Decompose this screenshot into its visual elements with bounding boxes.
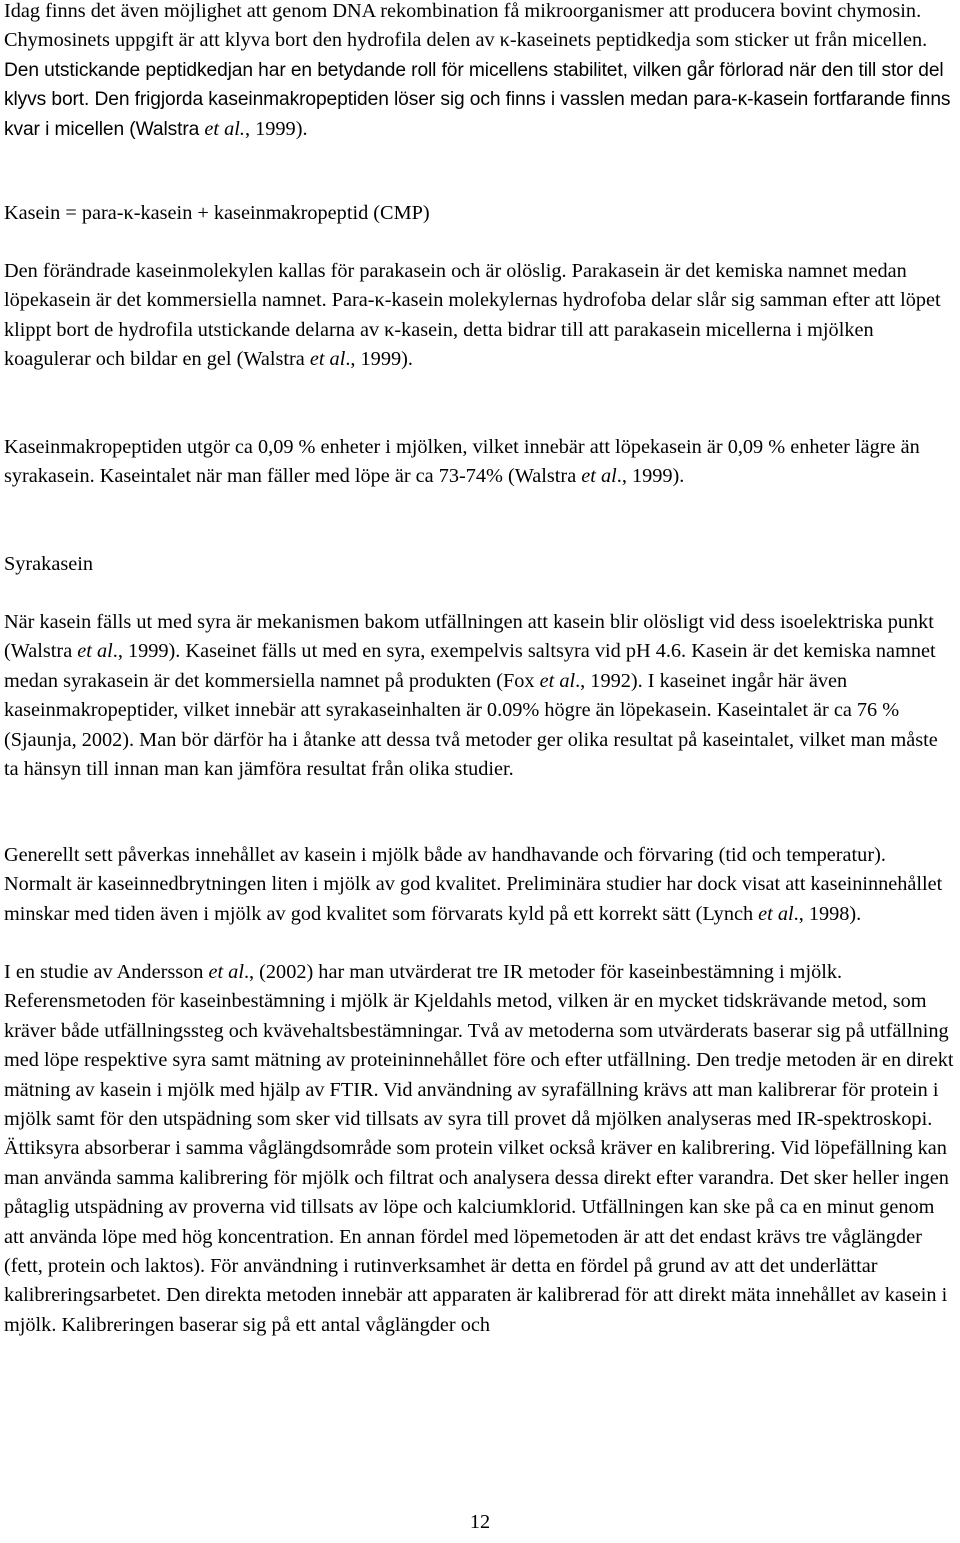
paragraph-text: Kaseinmakropeptiden utgör ca 0,09 % enheter i mjölken, vilket innebär att löpekasein är 0,09 % enheter lägre än syrakasein. Kaseintalet när man fäller med löpe är ca 73-74% (Walstra <box>4 436 920 488</box>
citation-et-al: et al <box>208 961 244 983</box>
paragraph-text: ., 1998). <box>793 902 862 925</box>
paragraph-ir-methods <box>4 958 956 1340</box>
paragraph-text: När kasein fälls ut med syra är mekanismen bakom utfällningen att kasein blir olösligt vid dess isoelektriska punkt (Walstra <box>4 611 934 663</box>
paragraph-text: Generellt sett påverkas innehållet av kasein i mjölk både av handhavande och förvaring (tid och temperatur). Normalt är kaseinnedbrytningen liten i mjölk av god kvalitet. Preliminära studier har dock visat att kaseininnehållet minskar med tiden även i mjölk av god kvalitet som förvarats kyld på ett korrekt sätt (Lynch <box>4 844 943 925</box>
paragraph-storage <box>4 841 956 929</box>
citation-et-al: et al <box>309 348 346 371</box>
citation-et-al: et al <box>539 669 576 692</box>
paragraph-text: , 1999). <box>244 117 308 140</box>
equation-line: Kasein = para-κ-kasein + kaseinmakropeptid (CMP) <box>4 202 430 224</box>
paragraph-text: ., 1992). I kaseinet ingår här även kaseinmakropeptider, vilket innebär att syrakaseinhalten är 0.09% högre än löpekasein. Kaseintalet är ca 76 % (Sjaunja, 2002). Man bör därför ha i åtanke att dessa två metoder ger olika resultat på kaseintalet, vilket man måste ta hänsyn till innan man kan jämföra resultat från olika studier. <box>4 669 938 781</box>
paragraph-text-sans: Den utstickande peptidkedjan har en betydande roll för micellens stabilitet, vilken går förlorad när den till stor del klyvs bort. Den frigjorda kaseinmakropeptiden löser sig och finns i vasslen medan para-κ-kasein fortfarande finns kvar i micellen (Walstra <box>4 59 951 140</box>
paragraph-parakasein <box>4 257 956 375</box>
paragraph-text: Den förändrade kaseinmolekylen kallas för parakasein och är olöslig. Parakasein är det kemiska namnet medan löpekasein är det kommersiella namnet. Para-κ-kasein molekylernas hydrofoba delar slår sig samman efter att löpet klippt bort de hydrofila utstickande delarna av κ-kasein, detta bidrar till att parakasein micellerna i mjölken koagulerar och bildar en gel (Walstra <box>4 260 941 371</box>
paragraph-text: I en studie av Andersson <box>4 961 209 983</box>
paragraph-text: ., 1999). <box>616 465 685 488</box>
citation-et-al: et al <box>77 640 113 663</box>
paragraph-chymosin <box>4 0 956 144</box>
citation-et-al: et al <box>758 902 794 925</box>
section-heading-syrakasein: Syrakasein <box>4 553 93 575</box>
paragraph-kaseinmakropeptid <box>4 433 956 492</box>
citation-et-al: et al <box>581 465 617 488</box>
paragraph-text: ., 1999). <box>345 348 413 371</box>
paragraph-text: ., 1999). Kaseinet fälls ut med en syra, exempelvis saltsyra vid pH 4.6. Kasein är det kemiska namnet medan syrakasein är det kommersiella namnet på produkten (Fox <box>4 640 936 692</box>
paragraph-text: Idag finns det även möjlighet att genom DNA rekombination få mikroorganismer att producera bovint chymosin. Chymosinets uppgift är att klyva bort den hydrofila delen av κ-kaseinets peptidkedja som sticker ut från micellen. <box>4 0 928 52</box>
paragraph-text: ., (2002) har man utvärderat tre IR metoder för kaseinbestämning i mjölk. Referensmetoden för kaseinbestämning i mjölk är Kjeldahls metod, vilken är en mycket tidskrävande metod, som kräver både utfällningssteg och kvävehaltsbestämningar. Två av metoderna som utvärderats baserar sig på utfällning med löpe respektive syra samt mätning av proteininnehållet före och efter utfällning. Den tredje metoden är en direkt mätning av kasein i mjölk med hjälp av FTIR. Vid användning av syrafällning krävs att man kalibrerar för protein i mjölk samt för den utspädning som sker vid tillsats av syra till provet då mjölken analyseras med IR-spektroskopi. Ättiksyra absorberar i samma våglängdsområde som protein vilket också kräver en kalibrering. Vid löpefällning kan man använda samma kalibrering för mjölk och filtrat och analysera dessa direkt efter varandra. Det sker heller ingen påtaglig utspädning av proverna vid tillsats av löpe och kalciumklorid. Utfällningen kan ske på ca en minut genom att använda löpe med hög koncentration. En annan fördel med löpemetoden är att det endast krävs tre våglängder (fett, protein och laktos). För användning i rutinverksamhet är detta en fördel på grund av att det underlättar kalibreringsarbetet. Den direkta metoden innebär att apparaten är kalibrerad för att direkt mäta innehållet av kasein i mjölk. Kalibreringen baserar sig på ett antal våglängder och <box>4 961 954 1336</box>
page-number: 12 <box>469 1511 491 1533</box>
citation-et-al: et al. <box>204 117 245 140</box>
paragraph-syrakasein <box>4 608 956 784</box>
